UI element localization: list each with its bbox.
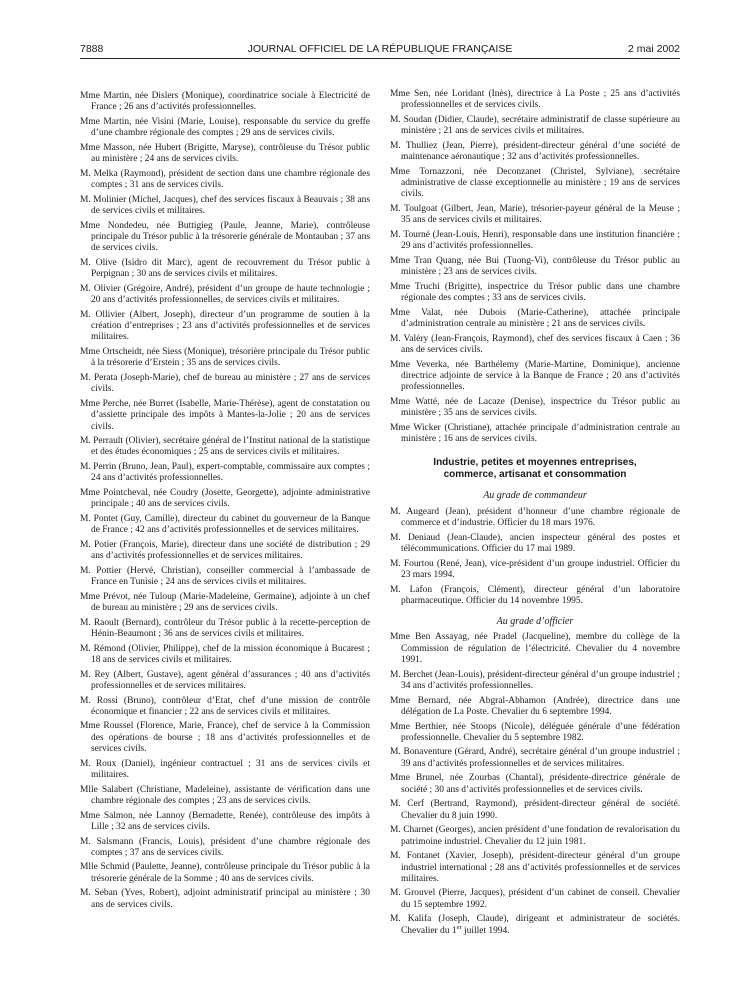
list-item: M. Lafon (François, Clément), directeur général d’un laboratoire pharmaceutique. Officier du 14 novembre 1995.	[390, 584, 680, 606]
list-item: M. Molinier (Michel, Jacques), chef des services fiscaux à Beauvais ; 38 ans de services civils et militaires.	[80, 194, 370, 217]
list-item: Mme Ben Assayag, née Pradel (Jacqueline), membre du collège de la Commission de régulation de l’électricité. Chevalier du 4 novembre 1991.	[390, 632, 680, 666]
list-item: M. Augeard (Jean), président d’honneur d’une chambre régionale de commerce et d’industrie. Officier du 18 mars 1976.	[390, 506, 680, 529]
list-item: M. Perata (Joseph-Marie), chef de bureau au ministère ; 27 ans de services civils.	[80, 372, 370, 395]
list-item: Mme Brunel, née Zourbas (Chantal), présidente-directrice générale de société ; 30 ans d’activités professionnelles et de services civils.	[390, 773, 680, 795]
list-item: Mme Truchi (Brigitte), inspectrice du Trésor public dans une chambre régionale des comptes ; 33 ans de services civils.	[390, 281, 680, 304]
section-title-line: commerce, artisanat et consommation	[443, 469, 627, 481]
list-item: Mme Berthier, née Stoops (Nicole), déléguée générale d’une fédération professionnelle. Chevalier du 5 septembre 1982.	[390, 721, 680, 743]
list-item: M. Kalifa (Joseph, Claude), dirigeant et administrateur de sociétés. Chevalier du 1er juillet 1994.	[390, 914, 680, 936]
list-item: M. Rey (Albert, Gustave), agent général d’assurances ; 40 ans d’activités professionnelles et de services militaires.	[80, 669, 370, 691]
list-item: M. Raoult (Bernard), contrôleur du Trésor public à la recette-perception de Hénin-Beaumont ; 36 ans de services civils et militaires.	[80, 617, 370, 639]
list-item: M. Fontanet (Xavier, Joseph), président-directeur général d’un groupe industriel international ; 28 ans d’activités professionnelles et de services militaires.	[390, 851, 680, 884]
list-item: M. Olivier (Grégoire, André), président d’un groupe de haute technologie ; 20 ans d’activités professionnelles, de services civils et militaires.	[80, 283, 370, 306]
list-item: M. Rémond (Olivier, Philippe), chef de la mission économique à Bucarest ; 18 ans de services civils et militaires.	[80, 643, 370, 665]
list-item: Mme Perche, née Burret (Isabelle, Marie-Thérèse), agent de constatation ou d’assiette principale des impôts à Mantes-la-Jolie ; 20 ans de services civils.	[80, 398, 370, 432]
header-rule	[80, 58, 680, 59]
list-item: Mme Masson, née Hubert (Brigitte, Maryse), contrôleuse du Trésor public au ministère ; 24 ans de services civils.	[80, 142, 370, 165]
list-item: M. Olive (Isidro dit Marc), agent de recouvrement du Trésor public à Perpignan ; 30 ans de services civils et militaires.	[80, 257, 370, 280]
list-item: M. Thulliez (Jean, Pierre), président-directeur général d’une société de maintenance aéronautique ; 32 ans d’activités professionnelles.	[390, 140, 680, 163]
list-item: Mme Martin, née Dislers (Monique), coordinatrice sociale à Electricité de France ; 26 ans d’activités professionnelles.	[80, 91, 370, 113]
list-item: Mme Bernard, née Abgral-Abhamon (Andrée), directrice dans une délégation de La Poste. Chevalier du 6 septembre 1994.	[390, 695, 680, 717]
left-column	[80, 91, 370, 914]
list-item: Mme Prévot, née Tuloup (Marie-Madeleine, Germaine), adjointe à un chef de bureau au ministère ; 29 ans de services civils.	[80, 591, 370, 614]
list-item: M. Soudan (Didier, Claude), secrétaire administratif de classe supérieure au ministère ; 21 ans de services civils et militaires.	[390, 114, 680, 137]
list-item: M. Berchet (Jean-Louis), président-directeur général d’un groupe industriel ; 34 ans d’activités professionnelles.	[390, 669, 680, 691]
list-item: M. Charnet (Georges), ancien président d’une fondation de revalorisation du patrimoine industriel. Chevalier du 12 juin 1981.	[390, 825, 680, 847]
list-item: M. Perrin (Bruno, Jean, Paul), expert-comptable, commissaire aux comptes ; 24 ans d’activités professionnelles.	[80, 462, 370, 484]
list-item: M. Melka (Raymond), président de section dans une chambre régionale des comptes ; 31 ans de services civils.	[80, 168, 370, 191]
list-item: M. Toulgoat (Gilbert, Jean, Marie), trésorier-payeur général de la Meuse ; 35 ans de services civils et militaires.	[390, 204, 680, 226]
list-item: M. Roux (Daniel), ingénieur contractuel ; 31 ans de services civils et militaires.	[80, 758, 370, 780]
list-item: Mme Veverka, née Barthélemy (Marie-Martine, Dominique), ancienne directrice adjointe de service à la Banque de France ; 20 ans d’activités professionnelles.	[390, 359, 680, 393]
list-item: Mme Sen, née Loridant (Inès), directrice à La Poste ; 25 ans d’activités professionnelles et de services civils.	[390, 89, 680, 111]
list-item: Mlle Schmid (Paulette, Jeanne), contrôleuse principale du Trésor public à la trésorerie générale de la Somme ; 40 ans de services civils.	[80, 862, 370, 884]
list-item: Mme Tran Quang, née Bui (Tuong-Vi), contrôleuse du Trésor public au ministère ; 23 ans de services civils.	[390, 255, 680, 278]
list-item: M. Perrault (Olivier), secrétaire général de l’Institut national de la statistique et des études économiques ; 25 ans de services civils et militaires.	[80, 436, 370, 458]
page-header	[80, 43, 680, 57]
list-item: M. Fourtou (René, Jean), vice-président d’un groupe industriel. Officier du 23 mars 1994.	[390, 558, 680, 580]
journal-title: JOURNAL OFFICIEL DE LA RÉPUBLIQUE FRANÇAISE	[247, 43, 513, 55]
list-item: M. Valéry (Jean-François, Raymond), chef des services fiscaux à Caen ; 36 ans de services civils.	[390, 333, 680, 356]
right-column	[390, 89, 680, 940]
list-item: Mme Valat, née Dubois (Marie-Catherine), attachée principale d’administration centrale au ministère ; 21 ans de services civils.	[390, 307, 680, 330]
list-item: M. Cerf (Bertrand, Raymond), président-directeur général de société. Chevalier du 8 juin 1990.	[390, 799, 680, 821]
list-item: Mme Tornazzoni, née Deconzanet (Christel, Sylviane), secrétaire administrative de classe exceptionnelle au ministère ; 19 ans de services civils.	[390, 166, 680, 200]
page-number: 7888	[80, 43, 104, 55]
section-title	[390, 457, 680, 481]
list-item: M. Rossi (Bruno), contrôleur d’Etat, chef d’une mission de contrôle économique et financier ; 22 ans de services civils et militaires.	[80, 695, 370, 717]
list-item: M. Bonaventure (Gérard, André), secrétaire général d’un groupe industriel ; 39 ans d’activités professionnelles et de services militaires.	[390, 747, 680, 769]
list-item: M. Grouvel (Pierre, Jacques), président d’un cabinet de conseil. Chevalier du 15 septembre 1992.	[390, 888, 680, 910]
list-item: Mme Nondedeu, née Buttigieg (Paule, Jeanne, Marie), contrôleuse principale du Trésor public à la trésorerie générale de Montauban ; 37 ans de services civils.	[80, 220, 370, 254]
list-item: M. Pontet (Guy, Camille), directeur du cabinet du gouverneur de la Banque de France ; 42 ans d’activités professionnelles et de services militaires.	[80, 513, 370, 536]
grade-heading-commandeur: Au grade de commandeur	[483, 490, 587, 502]
list-item: M. Deniaud (Jean-Claude), ancien inspecteur général des postes et télécommunications. Officier du 17 mai 1989.	[390, 532, 680, 554]
list-item: Mme Martin, née Visini (Marie, Louise), responsable du service du greffe d’une chambre régionale des comptes ; 29 ans de services civils.	[80, 116, 370, 139]
list-item: Mlle Salabert (Christiane, Madeleine), assistante de vérification dans une chambre régionale des comptes ; 23 ans de services civils.	[80, 784, 370, 806]
issue-date: 2 mai 2002	[628, 43, 680, 55]
section-title-line: Industrie, petites et moyennes entreprises,	[433, 457, 637, 469]
list-item: Mme Wicker (Christiane), attachée principale d’administration centrale au ministère ; 16 ans de services civils.	[390, 422, 680, 445]
list-item: M. Tourné (Jean-Louis, Henri), responsable dans une institution financière ; 29 ans d’activités professionnelles.	[390, 229, 680, 252]
list-item: M. Pottier (Hervé, Christian), conseiller commercial à l’ambassade de France en Tunisie ; 24 ans de services civils et militaires.	[80, 565, 370, 588]
list-item: M. Potier (François, Marie), directeur dans une société de distribution ; 29 ans d’activités professionnelles et de services militaires.	[80, 539, 370, 562]
list-item: Mme Pointcheval, née Coudry (Josette, Georgette), adjointe administrative principale ; 40 ans de services civils.	[80, 488, 370, 510]
list-item: Mme Roussel (Florence, Marie, France), chef de service à la Commission des opérations de bourse ; 18 ans d’activités professionnelles et de services civils.	[80, 721, 370, 755]
grade-heading-officier: Au grade d’officier	[496, 616, 574, 628]
list-item: Mme Ortscheidt, née Siess (Monique), trésorière principale du Trésor public à la trésorerie d’Erstein ; 35 ans de services civils.	[80, 347, 370, 369]
list-item: M. Ollivier (Albert, Joseph), directeur d’un programme de soutien à la création d’entreprises ; 23 ans d’activités professionnelles et de services militaires.	[80, 309, 370, 343]
list-item: Mme Salmon, née Lannoy (Bernadette, Renée), contrôleuse des impôts à Lille ; 32 ans de services civils.	[80, 810, 370, 832]
list-item: M. Salsmann (Francis, Louis), président d’une chambre régionale des comptes ; 37 ans de services civils.	[80, 836, 370, 858]
list-item: M. Seban (Yves, Robert), adjoint administratif principal au ministère ; 30 ans de services civils.	[80, 888, 370, 910]
list-item: Mme Watté, née de Lacaze (Denise), inspectrice du Trésor public au ministère ; 35 ans de services civils.	[390, 396, 680, 419]
